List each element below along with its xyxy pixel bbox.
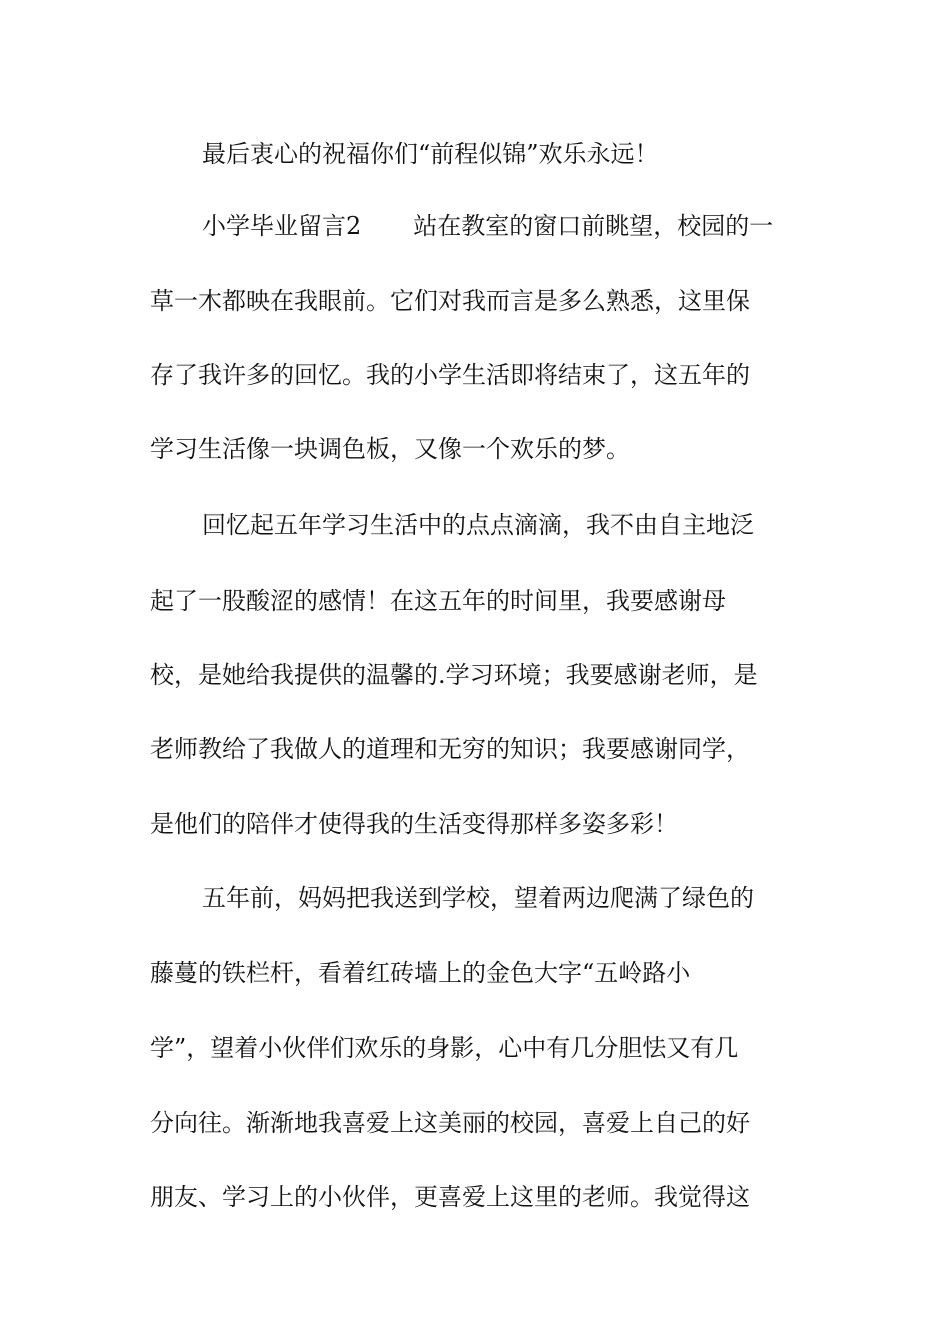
paragraph-line: 藤蔓的铁栏杆，看着红砖墙上的金色大字“五岭路小 <box>150 959 691 987</box>
paragraph-text: 站在教室的窗口前眺望，校园的一 <box>413 212 774 240</box>
paragraph-line: 朋友、学习上的小伙伴，更喜爱上这里的老师。我觉得这 <box>150 1183 750 1211</box>
paragraph-line: 五年前，妈妈把我送到学校，望着两边爬满了绿色的 <box>202 884 754 912</box>
paragraph-line: 回忆起五年学习生活中的点点滴滴，我不由自主地泛 <box>202 511 754 539</box>
section-heading: 小学毕业留言2 <box>202 212 362 240</box>
paragraph-line: 存了我许多的回忆。我的小学生活即将结束了，这五年的 <box>150 361 750 389</box>
paragraph-line: 老师教给了我做人的道理和无穷的知识；我要感谢同学， <box>150 735 750 763</box>
paragraph-line: 草一木都映在我眼前。它们对我而言是多么熟悉，这里保 <box>150 287 750 315</box>
paragraph-line <box>202 208 882 244</box>
paragraph-line: 学习生活像一块调色板，又像一个欢乐的梦。 <box>150 435 630 463</box>
paragraph-line: 校，是她给我提供的温馨的.学习环境；我要感谢老师，是 <box>150 661 758 689</box>
paragraph-line: 是他们的陪伴才使得我的生活变得那样多姿多彩！ <box>150 810 678 838</box>
paragraph-line: 分向往。渐渐地我喜爱上这美丽的校园，喜爱上自己的好 <box>150 1109 750 1137</box>
paragraph-line: 起了一股酸涩的感情！在这五年的时间里，我要感谢母 <box>150 587 726 615</box>
paragraph-line: 最后衷心的祝福你们“前程似锦”欢乐永远！ <box>202 140 659 168</box>
paragraph-line: 学”，望着小伙伴们欢乐的身影，心中有几分胆怯又有几 <box>150 1034 739 1062</box>
